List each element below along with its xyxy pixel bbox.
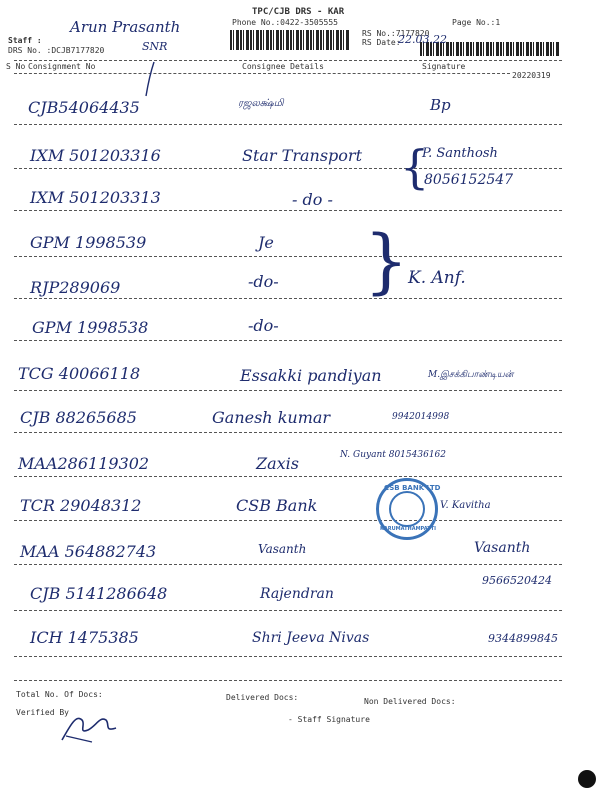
staff-signature-label: - Staff Signature xyxy=(288,715,370,724)
consignment-no: RJP289069 xyxy=(30,278,121,297)
row-rule xyxy=(14,656,562,657)
row-rule xyxy=(14,610,562,611)
consignment-no: TCG 40066118 xyxy=(18,364,141,383)
signature: V. Kavitha xyxy=(440,500,491,511)
consignee: -do- xyxy=(248,272,279,291)
consignee: ரஜலக்ஷ்மி xyxy=(238,98,284,109)
brace-mark: { xyxy=(400,140,430,194)
verifier-signature xyxy=(56,706,126,746)
phone-number: Phone No.:0422-3505555 xyxy=(232,18,338,27)
consignment-no: IXM 501203316 xyxy=(30,146,161,165)
consignment-no: CJB54064435 xyxy=(28,98,140,117)
drs-number: DRS No. :DCJB7177820 xyxy=(8,46,105,55)
consignee: Vasanth xyxy=(258,542,307,556)
col-consignee: Consignee Details xyxy=(242,62,324,71)
row-rule xyxy=(14,476,562,477)
columns-rule xyxy=(14,73,510,74)
signature: 8056152547 xyxy=(424,172,514,188)
staff-name: Arun Prasanth xyxy=(70,18,181,36)
delivered-docs-label: Delivered Docs: xyxy=(226,693,299,702)
consignment-no: MAA 564882743 xyxy=(20,542,157,561)
signature: M.இசக்கிபாண்டியன் xyxy=(428,370,514,380)
stamp-line-1: CSB BANK LTD xyxy=(384,484,441,492)
page-number: Page No.:1 xyxy=(452,18,501,27)
staff-code: SNR xyxy=(142,40,168,53)
row-rule xyxy=(14,256,562,257)
verified-by-label: Verified By xyxy=(16,708,69,717)
signature: Bp xyxy=(430,96,451,114)
rs-date-value: 22.03.22 xyxy=(398,33,447,46)
consignment-no: GPM 1998538 xyxy=(32,318,149,337)
row-rule xyxy=(14,520,562,521)
consignee: Rajendran xyxy=(260,586,334,602)
consignment-no: CJB 88265685 xyxy=(20,408,137,427)
non-delivered-docs-label: Non Delivered Docs: xyxy=(364,697,456,706)
consignee: Je xyxy=(258,233,274,252)
punch-hole xyxy=(578,770,596,788)
row-rule xyxy=(14,564,562,565)
consignment-no: MAA286119302 xyxy=(18,454,150,473)
consignment-no: TCR 29048312 xyxy=(20,496,142,515)
row-rule xyxy=(14,432,562,433)
consignment-no: ICH 1475385 xyxy=(30,628,139,647)
consignee: Star Transport xyxy=(242,146,362,165)
consignment-no: IXM 501203313 xyxy=(30,188,161,207)
total-docs-label: Total No. Of Docs: xyxy=(16,690,103,699)
stamp-line-2: KARUMATHAMPATTI xyxy=(380,526,437,532)
consignee: - do - xyxy=(292,190,333,209)
footer-rule xyxy=(14,680,562,681)
brace-mark-2: } xyxy=(364,220,409,302)
col-sno: S No xyxy=(6,62,26,71)
col-signature: Signature xyxy=(422,62,466,71)
barcode-left xyxy=(230,30,350,50)
consignment-no: GPM 1998539 xyxy=(30,233,147,252)
signature: 9344899845 xyxy=(488,632,558,645)
pen-stroke-mark xyxy=(140,60,160,100)
row-rule xyxy=(14,340,562,341)
row-rule xyxy=(14,124,562,125)
row-rule xyxy=(14,298,562,299)
consignee: Shri Jeeva Nivas xyxy=(252,630,370,646)
document-title: TPC/CJB DRS - KAR xyxy=(252,7,345,17)
rs-date-label: RS Date: xyxy=(362,38,401,47)
consignee: Essakki pandiyan xyxy=(240,366,382,385)
consignee: Zaxis xyxy=(256,454,300,473)
col-date-code: 20220319 xyxy=(512,71,551,80)
staff-label: Staff : xyxy=(8,36,42,45)
row-rule xyxy=(14,168,562,169)
row-rule xyxy=(14,210,562,211)
consignee: CSB Bank xyxy=(236,496,318,515)
signature: K. Anf. xyxy=(408,268,466,288)
consignment-no: CJB 5141286648 xyxy=(30,584,168,603)
stamp-inner-ring xyxy=(389,491,425,527)
consignee: -do- xyxy=(248,316,279,335)
signature: 9566520424 xyxy=(482,574,552,587)
signature: N. Guyant 8015436162 xyxy=(340,450,446,460)
rs-number: RS No.:7177820 xyxy=(362,29,430,38)
header-rule xyxy=(14,60,562,61)
row-rule xyxy=(14,390,562,391)
consignee: Ganesh kumar xyxy=(212,408,331,427)
signature: P. Santhosh xyxy=(422,146,498,161)
signature: Vasanth xyxy=(474,540,531,556)
col-consignment: Consignment No xyxy=(28,62,96,71)
signature: 9942014998 xyxy=(392,412,450,422)
